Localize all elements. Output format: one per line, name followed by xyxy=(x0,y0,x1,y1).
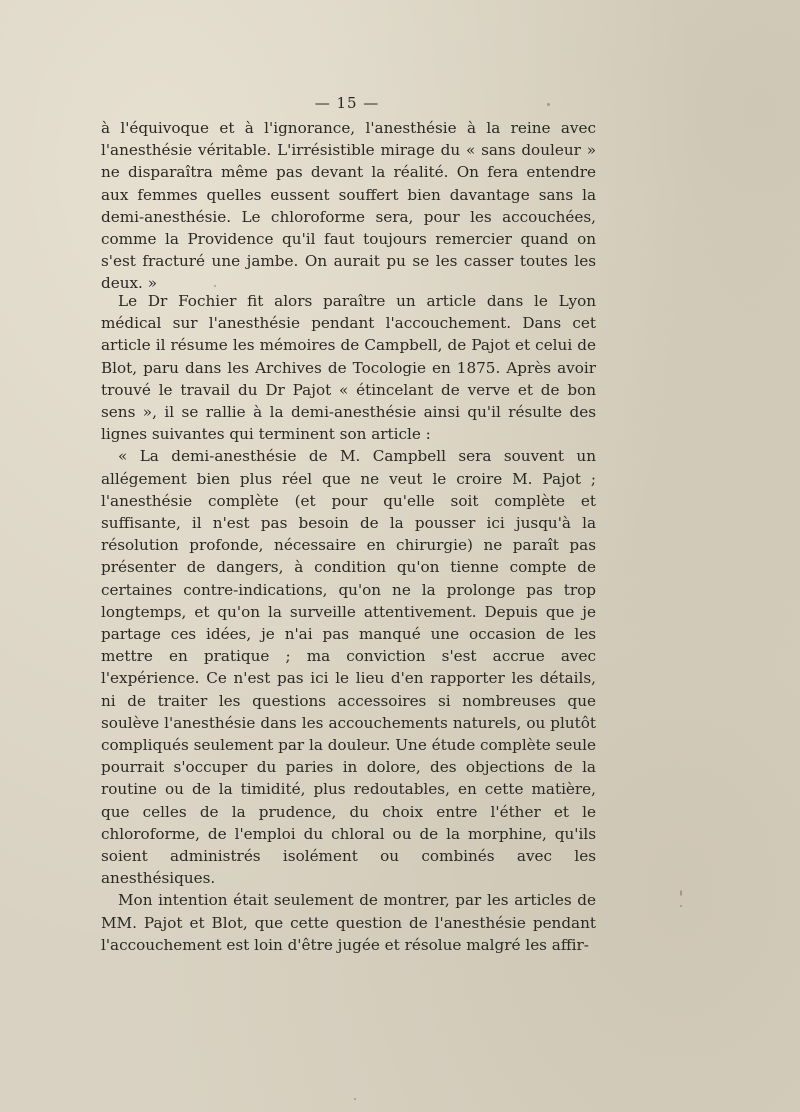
paragraph-fochier: Le Dr Fochier fit alors paraître un article dans le Lyon médical sur l'anesthésie pendant l'accouchement. Dans cet article il résume les mémoires de Campbell, de Pajot et celui de Blot, paru dans les Archives de Tocologie en 1875. Après avoir trouvé le travail du Dr Pajot « étincelant de verve et de bon sens », il se rallie à la demi-anesthésie ainsi qu'il résulte des lignes suivantes qui terminent son article : xyxy=(101,292,596,444)
paper-speck xyxy=(354,1098,356,1100)
paper-speck xyxy=(680,890,682,896)
paragraph-quote-end: à l'équivoque et à l'ignorance, l'anesthésie à la reine avec l'anesthésie véritable. L'irrésistible mirage du « sans douleur » ne disparaîtra même pas devant la réalité. On fera entendre aux femmes quelles eussent souffert bien davantage sans la demi-anesthésie. Le chloroforme sera, pour les accouchées, comme la Providence qu'il faut toujours remercier quand on s'est fracturé une jambe. On aurait pu se les casser toutes les deux. » xyxy=(101,119,596,293)
paper-speck xyxy=(547,103,550,106)
text-block-top xyxy=(101,117,596,295)
paragraph-intention: Mon intention était seulement de montrer, par les articles de MM. Pajot et Blot, que cette question de l'anesthésie pendant l'accouchement est loin d'être jugée et résolue malgré les affir- xyxy=(101,891,596,954)
page-number: — 15 — xyxy=(314,94,380,112)
paragraph-fochier-quote: « La demi-anesthésie de M. Campbell sera souvent un allégement bien plus réel que ne veut le croire M. Pajot ; l'anesthésie complète (et pour qu'elle soit complète et suffisante, il n'est pas besoin de la pousser ici jusqu'à la résolution profonde, nécessaire en chirurgie) ne paraît pas présenter de dangers, à condition qu'on tienne compte de certaines contre-indications, qu'on ne la prolonge pas trop longtemps, et qu'on la surveille attentivement. Depuis que je partage ces idées, je n'ai pas manqué une occasion de les mettre en pratique ; ma conviction s'est accrue avec l'expérience. Ce n'est pas ici le lieu d'en rapporter les détails, ni de traiter les questions accessoires si nombreuses que soulève l'anesthésie dans les accouchements naturels, ou plutôt compliqués seulement par la douleur. Une étude complète seule pourrait s'occuper du paries in dolore, des objections de la routine ou de la timidité, plus redoutables, en cette matière, que celles de la prudence, du choix entre l'éther et le chloroforme, de l'emploi du chloral ou de la morphine, qu'ils soient administrés isolément ou combinés avec les anesthésiques. xyxy=(101,447,596,888)
paper-speck xyxy=(680,905,682,907)
paper-speck xyxy=(214,285,216,287)
text-block-main xyxy=(101,290,596,956)
